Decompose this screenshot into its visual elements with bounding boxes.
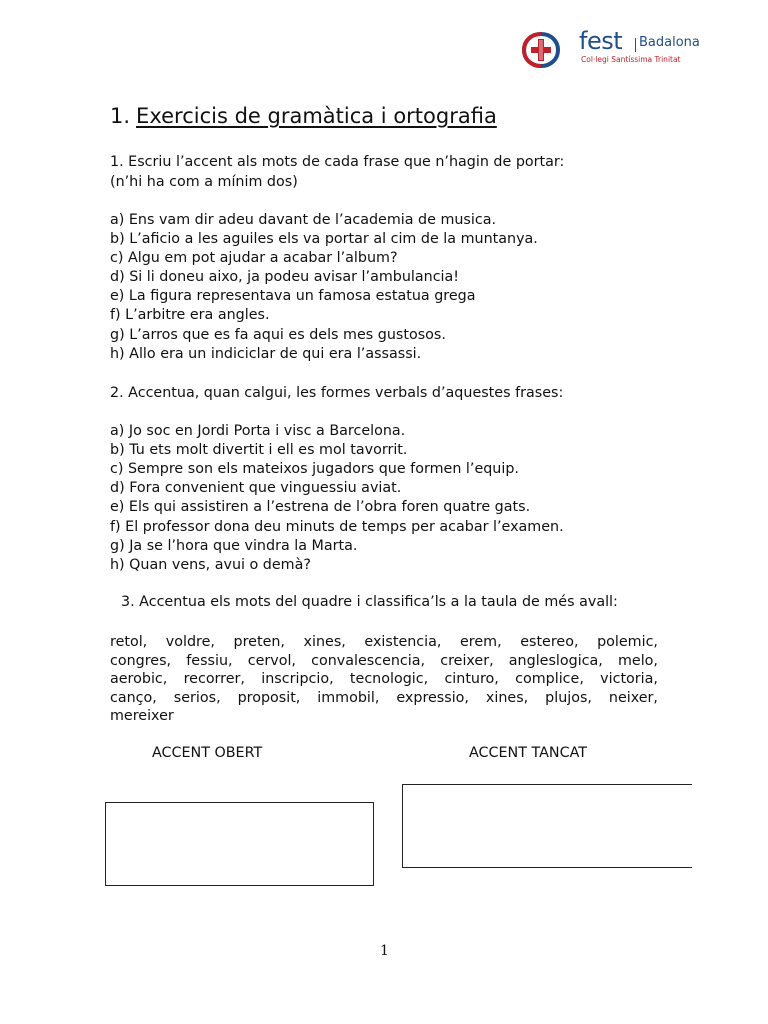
exercise1-item: d) Si li doneu aixo, ja podeu avisar l’ambulancia! <box>110 269 460 285</box>
word: canço, <box>110 689 157 706</box>
word: neixer, <box>608 689 658 706</box>
exercise2-item: e) Els qui assistiren a l’estrena de l’obra foren quatre gats. <box>110 499 531 515</box>
exercise2-item: c) Sempre son els mateixos jugadors que formen l’equip. <box>110 461 519 477</box>
accent-closed-heading: ACCENT TANCAT <box>469 745 587 761</box>
exercise2-item: b) Tu ets molt divertit i ell es mol tavorrit. <box>110 442 408 458</box>
word: plujos, <box>545 689 592 706</box>
exercise1-item: f) L’arbitre era angles. <box>110 307 270 323</box>
word: congres, <box>110 652 172 669</box>
page-title <box>110 104 497 128</box>
word: fessiu, <box>186 652 233 669</box>
word: immobil, <box>317 689 380 706</box>
page-number: 1 <box>380 943 389 959</box>
exercise1-item: c) Algu em pot ajudar a acabar l’album? <box>110 250 398 266</box>
word: cervol, <box>247 652 296 669</box>
logo-subtitle: Col·legi Santíssima Trinitat <box>581 55 681 64</box>
word: retol, <box>110 634 148 650</box>
word: estereo, <box>520 634 579 650</box>
word: inscripcio, <box>261 671 334 687</box>
exercise1-item: e) La figura representava un famosa estatua grega <box>110 288 476 304</box>
word: polemic, <box>597 634 658 650</box>
exercise1-item: g) L’arros que es fa aqui es dels mes gustosos. <box>110 327 446 343</box>
exercise2-item: f) El professor dona deu minuts de temps per acabar l’examen. <box>110 519 564 535</box>
word: expressio, <box>396 689 469 706</box>
word: preten, <box>233 634 285 650</box>
word-line <box>110 633 658 652</box>
word-line <box>110 652 658 671</box>
exercise1-item: b) L’aficio a les aguiles els va portar al cim de la muntanya. <box>110 231 538 247</box>
exercise2-item: h) Quan vens, avui o demà? <box>110 557 311 573</box>
word: mereixer <box>110 708 174 724</box>
exercise1-note: (n’hi ha com a mínim dos) <box>110 174 298 190</box>
exercise2-instruction: 2. Accentua, quan calgui, les formes verbals d’aquestes frases: <box>110 385 564 401</box>
word: proposit, <box>237 689 301 706</box>
page-title-text: Exercicis de gramàtica i ortografia <box>136 104 497 128</box>
word: tecnologic, <box>349 671 429 687</box>
word-line <box>110 670 658 689</box>
word-line <box>110 689 658 708</box>
accent-open-answer-box <box>105 802 374 886</box>
logo-name: fest <box>579 27 623 55</box>
accent-closed-answer-box <box>402 784 692 868</box>
logo-city: Badalona <box>639 35 700 50</box>
page-title-number: 1. <box>110 104 131 128</box>
word: complice, <box>515 671 584 687</box>
word: serios, <box>173 689 221 706</box>
word: victoria, <box>600 671 658 687</box>
exercise1-item: h) Allo era un indiciclar de qui era l’assassi. <box>110 346 422 362</box>
accent-open-heading: ACCENT OBERT <box>152 745 263 761</box>
exercise3-instruction: 3. Accentua els mots del quadre i classifica’ls a la taula de més avall: <box>121 594 618 610</box>
word: convalescencia, <box>311 652 426 669</box>
exercise2-item: g) Ja se l’hora que vindra la Marta. <box>110 538 358 554</box>
exercise1-instruction: 1. Escriu l’accent als mots de cada frase que n’hagin de portar: <box>110 154 565 170</box>
word: melo, <box>617 652 658 669</box>
word: aerobic, <box>110 671 168 687</box>
word: recorrer, <box>183 671 245 687</box>
word-line <box>110 707 658 726</box>
logo-divider <box>635 38 636 52</box>
word: creixer, <box>440 652 494 669</box>
school-crest-icon <box>521 31 561 69</box>
exercise2-item: a) Jo soc en Jordi Porta i visc a Barcelona. <box>110 423 406 439</box>
word: xines, <box>303 634 346 650</box>
exercise1-item: a) Ens vam dir adeu davant de l’academia de musica. <box>110 212 497 228</box>
word: angleslogica, <box>508 652 603 669</box>
exercise2-item: d) Fora convenient que vinguessiu aviat. <box>110 480 402 496</box>
word: voldre, <box>165 634 215 650</box>
word: xines, <box>485 689 529 706</box>
word-list <box>110 633 658 726</box>
word: erem, <box>460 634 502 650</box>
word: existencia, <box>364 634 442 650</box>
word: cinturo, <box>444 671 499 687</box>
